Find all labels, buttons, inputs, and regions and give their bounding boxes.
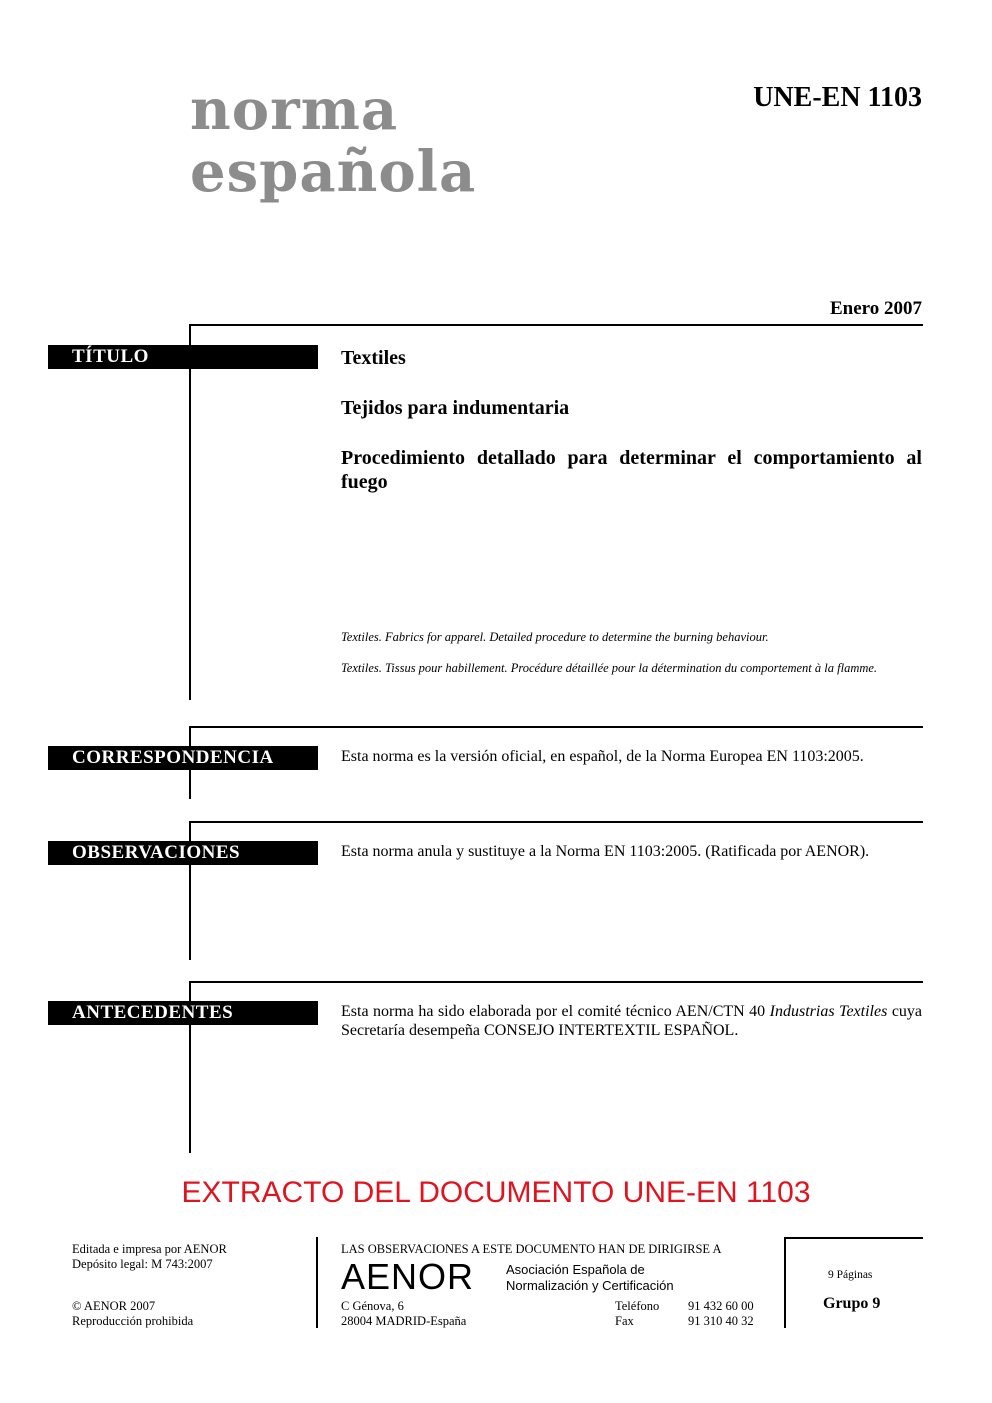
footer-address1: C Génova, 6 xyxy=(341,1299,404,1313)
footer-group: Grupo 9 xyxy=(823,1295,881,1312)
antecedentes-top-rule xyxy=(189,981,923,983)
observaciones-top-rule xyxy=(189,821,923,823)
footer-box-top-rule xyxy=(784,1237,923,1239)
title-line-1: Textiles xyxy=(341,347,406,369)
footer-edited: Editada e impresa por AENOR xyxy=(72,1242,227,1256)
footer-reproduction: Reproducción prohibida xyxy=(72,1314,194,1328)
title-line-3: Procedimiento detallado para determinar el comportamiento al fuego xyxy=(341,447,922,493)
titulo-top-rule xyxy=(189,324,923,326)
publication-date: Enero 2007 xyxy=(829,298,922,319)
antecedentes-text-after: cuya Secretaría desempeña CONSEJO INTERTEXTIL ESPAÑOL. xyxy=(341,1003,923,1039)
aenor-logo: AENOR xyxy=(341,1256,475,1297)
footer-address2: 28004 MADRID-España xyxy=(341,1314,467,1328)
footer-fax-label: Fax xyxy=(615,1314,634,1328)
antecedentes-text-before: Esta norma ha sido elaborada por el comité técnico AEN/CTN 40 xyxy=(341,1003,766,1020)
footer-copyright: © AENOR 2007 xyxy=(72,1299,156,1313)
section-label-correspondencia: CORRESPONDENCIA xyxy=(48,746,318,770)
observaciones-text: Esta norma anula y sustituye a la Norma EN 1103:2005. (Ratificada por AENOR). xyxy=(341,843,870,860)
footer-fax: 91 310 40 32 xyxy=(688,1314,754,1328)
footer-phone: 91 432 60 00 xyxy=(688,1299,754,1313)
brand-title-line2: española xyxy=(190,139,477,205)
title-english: Textiles. Fabrics for apparel. Detailed procedure to determine the burning behaviour. xyxy=(341,630,769,644)
footer-observations-to: LAS OBSERVACIONES A ESTE DOCUMENTO HAN DE DIRIGIRSE A xyxy=(341,1242,722,1256)
aenor-org-line1: Asociación Española de xyxy=(506,1262,645,1277)
footer-deposit: Depósito legal: M 743:2007 xyxy=(72,1257,213,1271)
extract-watermark: EXTRACTO DEL DOCUMENTO UNE-EN 1103 xyxy=(181,1176,811,1209)
titulo-left-rule xyxy=(189,324,191,700)
title-line-2: Tejidos para indumentaria xyxy=(341,397,570,419)
correspondencia-top-rule xyxy=(189,726,923,728)
footer-divider-left xyxy=(316,1237,318,1328)
section-label-observaciones: OBSERVACIONES xyxy=(48,841,318,865)
title-french: Textiles. Tissus pour habillement. Procédure détaillée pour la détermination du comportement à la flamme. xyxy=(341,661,878,675)
correspondencia-text: Esta norma es la versión oficial, en español, de la Norma Europea EN 1103:2005. xyxy=(341,748,864,765)
footer-phone-label: Teléfono xyxy=(615,1299,660,1313)
footer-pages: 9 Páginas xyxy=(828,1269,873,1281)
section-label-titulo: TÍTULO xyxy=(48,345,318,369)
antecedentes-text xyxy=(341,1002,922,1040)
standard-code: UNE-EN 1103 xyxy=(753,82,922,113)
antecedentes-committee-name: Industrias Textiles xyxy=(769,1003,888,1020)
aenor-org-line2: Normalización y Certificación xyxy=(506,1278,674,1293)
section-label-antecedentes: ANTECEDENTES xyxy=(48,1001,318,1025)
footer-box-left-rule xyxy=(784,1237,786,1328)
brand-title-line1: norma xyxy=(190,77,399,143)
